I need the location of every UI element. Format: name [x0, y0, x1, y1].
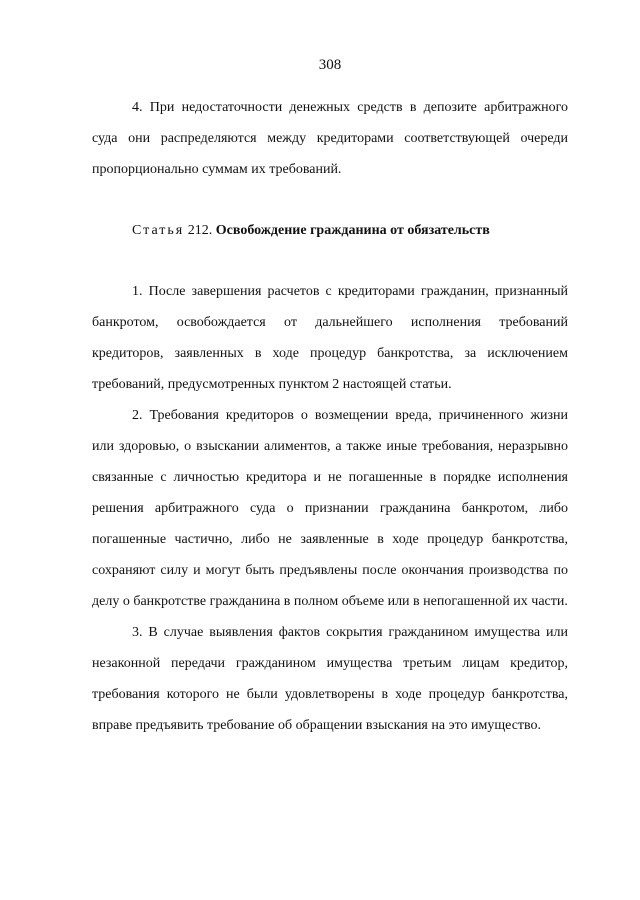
spacer — [92, 246, 568, 276]
article-heading — [92, 215, 568, 246]
article-paragraph-3: 3. В случае выявления фактов сокрытия гражданином имущества или незаконной передачи гражданином имущества третьим лицам кредитор, требования которого не были удовлетворены в ходе процедур банкротства, вправе предъявить требование об обращении взыскания на это имущество. — [92, 625, 568, 733]
article-title: Освобождение гражданина от обязательств — [215, 223, 490, 238]
article-label: Статья — [132, 223, 185, 238]
spacer — [92, 185, 568, 215]
page-number: 308 — [318, 57, 342, 73]
article-paragraph-2: 2. Требования кредиторов о возмещении вреда, причиненного жизни или здоровью, о взыскании алиментов, а также иные требования, неразрывно связанные с личностью кредитора и не погашенные в порядке исполнения решения арбитражного суда о признании гражданина банкротом, либо погашенные частично, либо не заявленные в ходе процедур банкротства, сохраняют силу и могут быть предъявлены после окончания производства по делу о банкротстве гражданина в полном объеме или в непогашенной их части. — [92, 408, 568, 609]
article-number: 212. — [187, 223, 213, 238]
intro-paragraph: 4. При недостаточности денежных средств в депозите арбитражного суда они распределяются между кредиторами соответствующей очереди пропорционально суммам их требований. — [92, 100, 568, 177]
article-paragraph-1: 1. После завершения расчетов с кредиторами гражданин, признанный банкротом, освобождается от дальнейшего исполнения требований кредиторов, заявленных в ходе процедур банкротства, за исключением требований, предусмотренных пунктом 2 настоящей статьи. — [92, 284, 568, 392]
